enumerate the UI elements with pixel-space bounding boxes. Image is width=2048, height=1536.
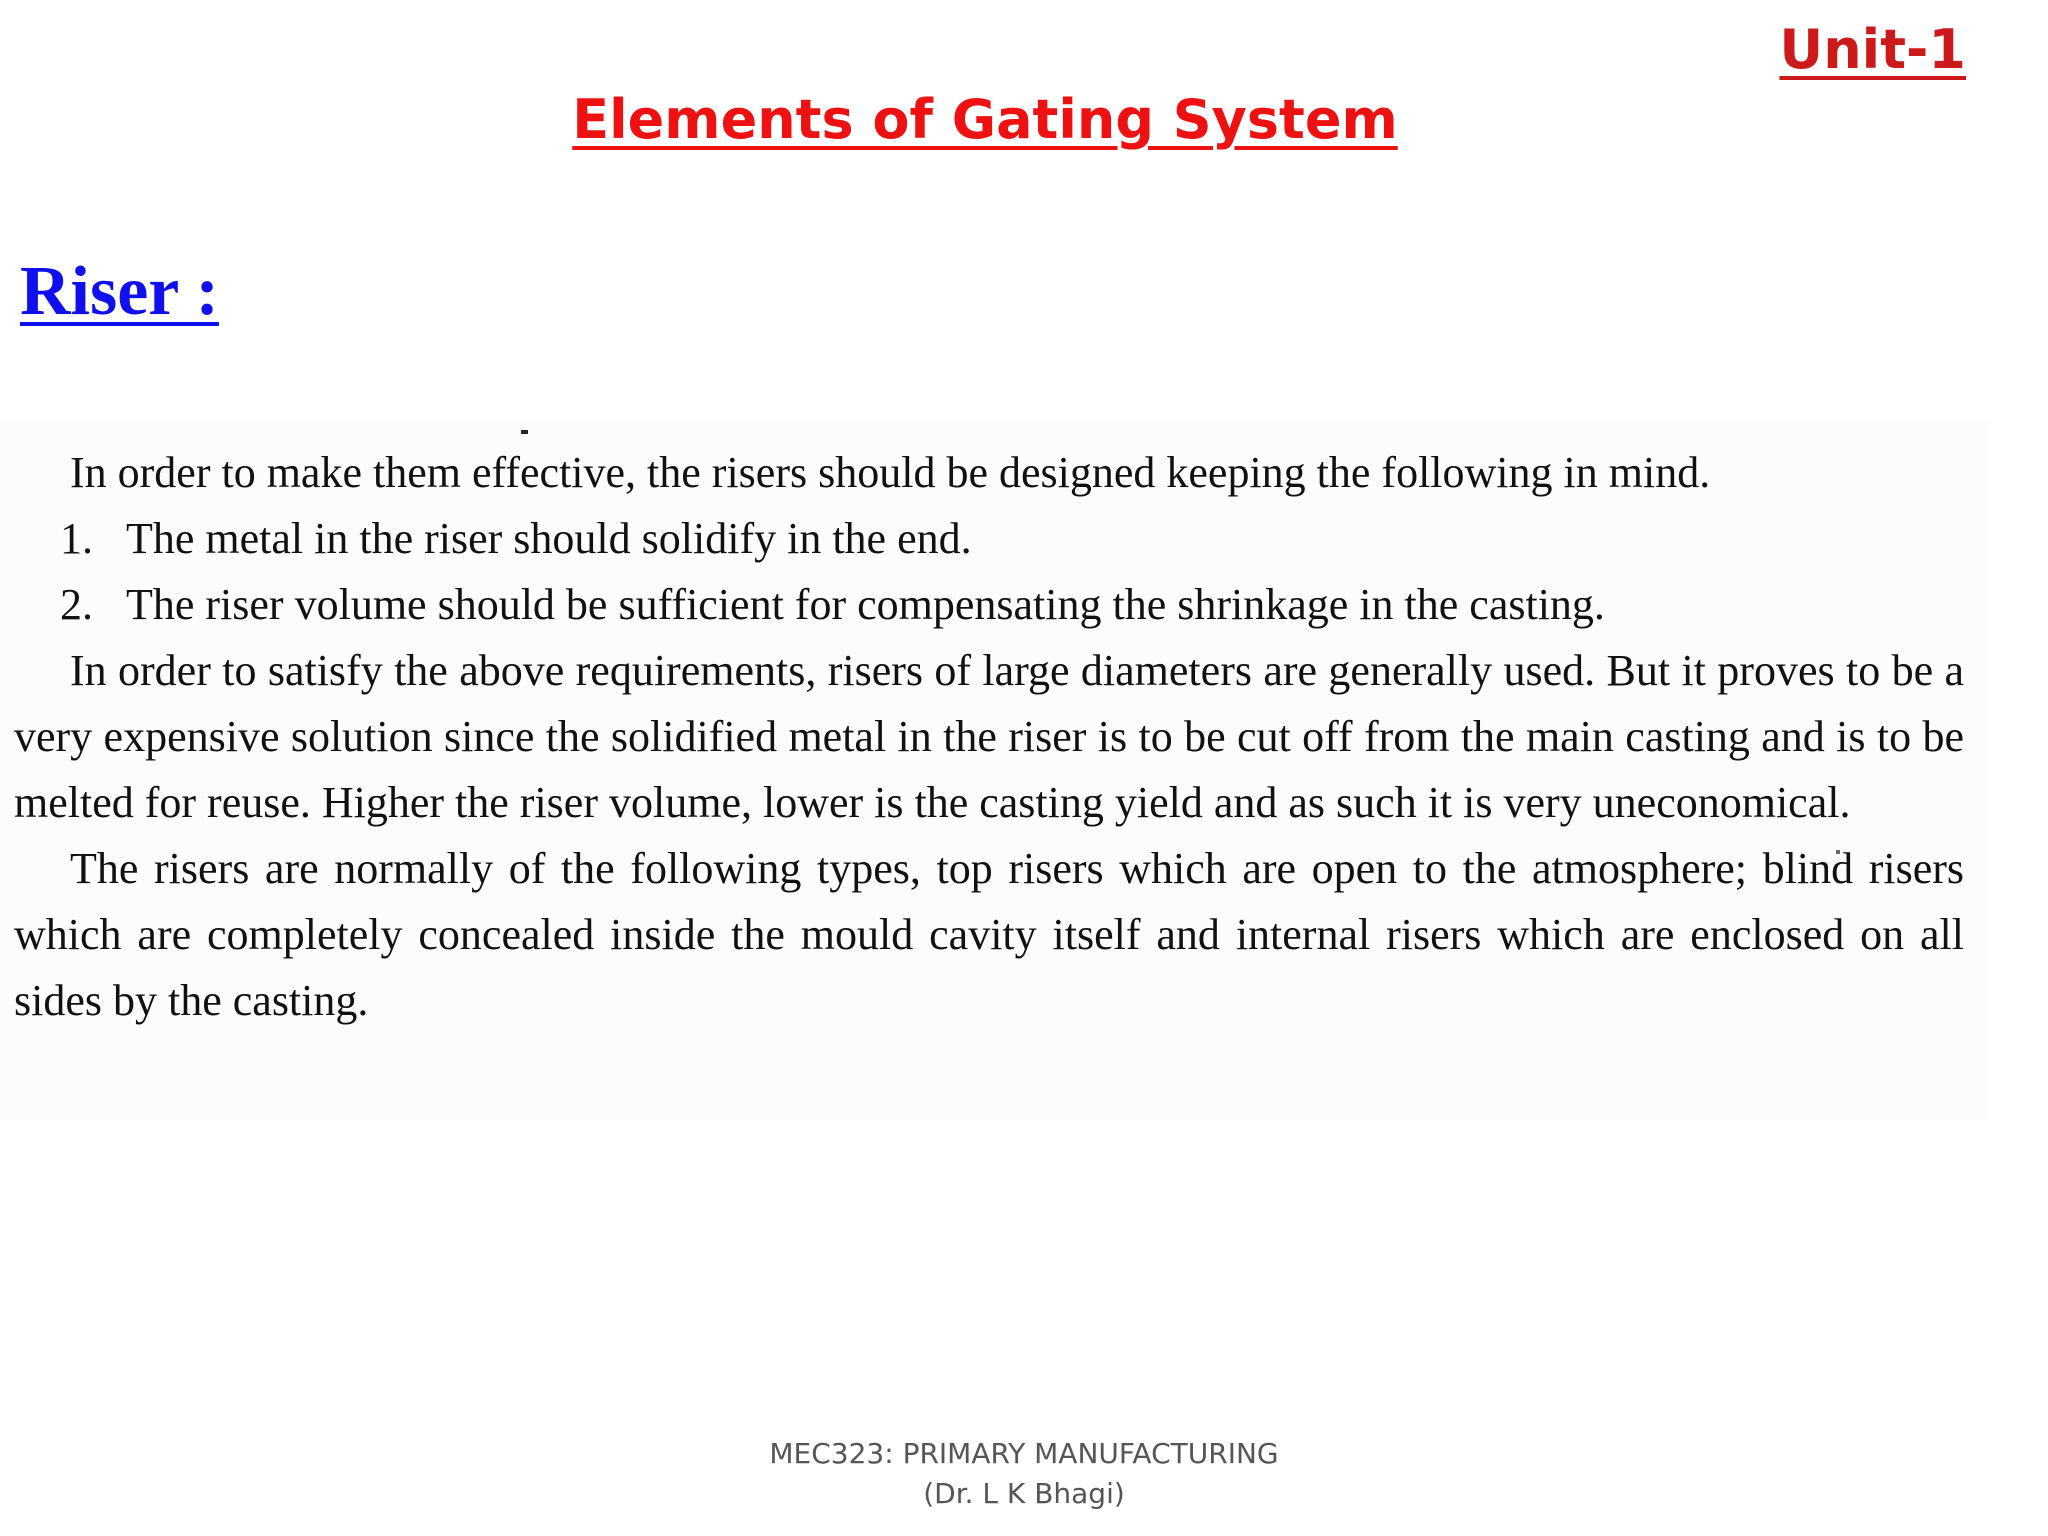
slide-title: Elements of Gating System <box>572 88 1398 151</box>
list-item-text: The riser volume should be sufficient for compensating the shrinkage in the casting. <box>126 580 1605 629</box>
slide-footer <box>0 1434 2048 1514</box>
requirements-paragraph: In order to satisfy the above requirements, risers of large diameters are generally used. But it proves to be a very expensive solution since the solidified metal in the riser is to be cut off from the main casting and is to be melted for reuse. Higher the riser volume, lower is the casting yield and as such it is very uneconomical. <box>14 646 1964 827</box>
scan-speck <box>521 430 528 434</box>
list-item-text: The metal in the riser should solidify in the end. <box>126 514 972 563</box>
scanned-text <box>14 440 1964 1034</box>
footer-course: MEC323: PRIMARY MANUFACTURING <box>769 1437 1279 1470</box>
unit-label: Unit-1 <box>1779 18 1966 81</box>
scanned-text-image <box>0 420 1990 1120</box>
riser-types-paragraph: The risers are normally of the following types, top risers which are open to the atmosphere; blind risers which are completely concealed inside the mould cavity itself and internal risers which are enclosed on all sides by the casting. <box>14 844 1964 1025</box>
footer-author: (Dr. L K Bhagi) <box>923 1477 1125 1510</box>
list-item <box>14 572 1964 638</box>
intro-paragraph: In order to make them effective, the risers should be designed keeping the following in mind. <box>70 448 1711 497</box>
list-item <box>14 506 1964 572</box>
section-heading-riser: Riser : <box>20 253 219 330</box>
list-item-number: 1. <box>60 514 93 563</box>
list-item-number: 2. <box>60 580 93 629</box>
